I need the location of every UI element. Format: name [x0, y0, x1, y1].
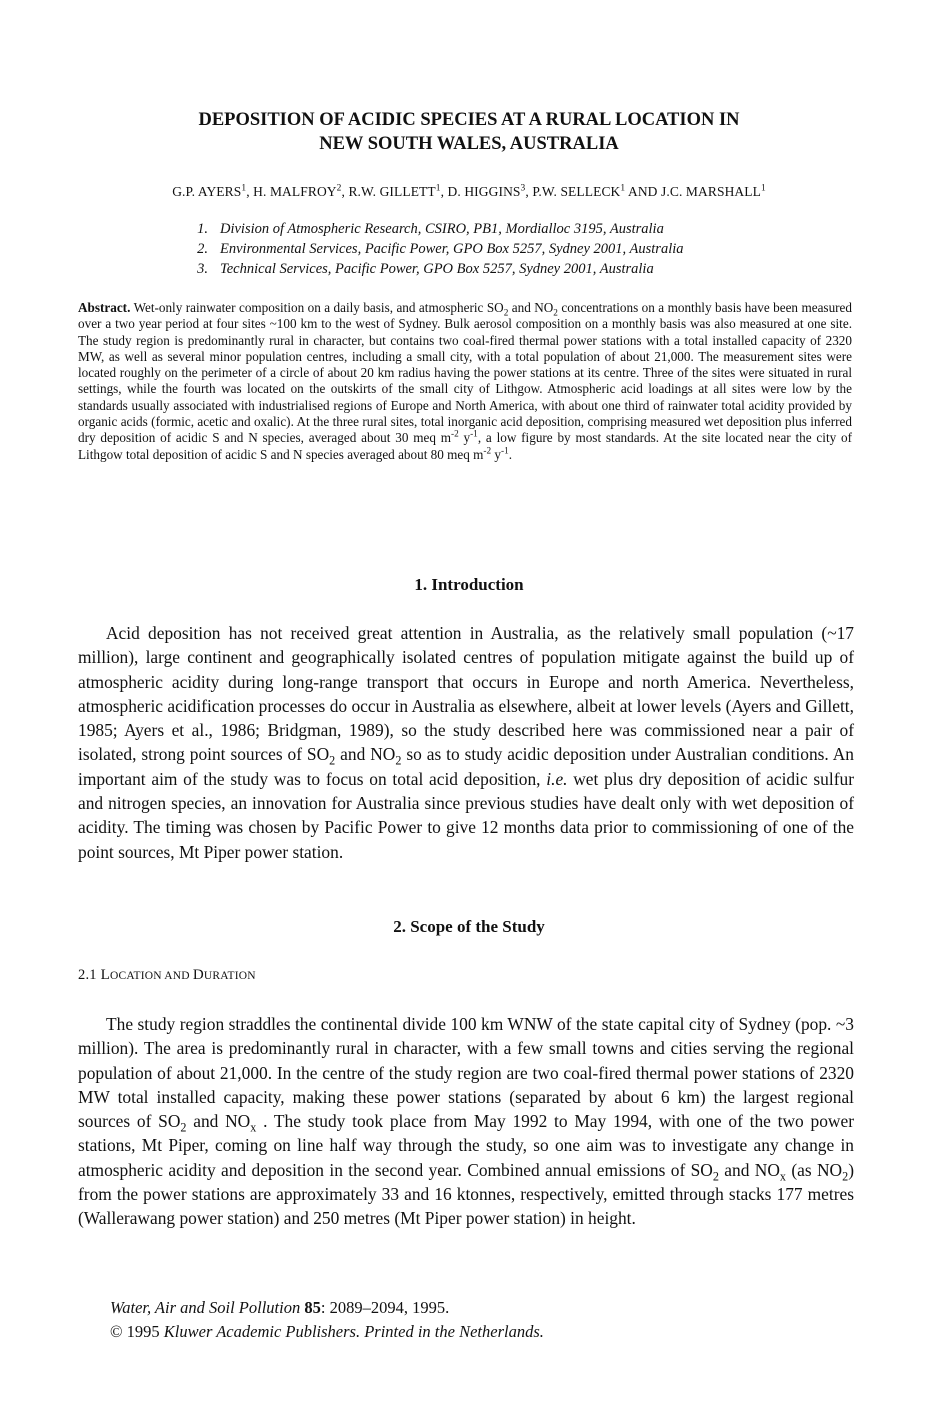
subscript: 2 — [712, 1169, 719, 1184]
abstract — [78, 300, 852, 463]
affiliation-mark: 3 — [520, 183, 526, 194]
title-line-1: DEPOSITION OF ACIDIC SPECIES AT A RURAL LOCATION IN — [198, 110, 740, 130]
subsection-number: 2.1 — [78, 967, 97, 983]
section-heading-introduction: 1. Introduction — [414, 575, 524, 594]
publisher-text: Kluwer Academic Publishers. Printed in the Netherlands. — [163, 1322, 544, 1341]
body-text: . The study took place from May 1992 to May 1994, with one of the two power stations, Mt Piper, coming on line half way through the study, so one aim was to investigate any change in atmospheric acidity and deposition in the second year. Combined annual emissions of SO — [78, 1111, 854, 1180]
body-text: wet plus dry deposition of acidic sulfur and nitrogen species, an innovation for Australia since previous studies have dealt only with wet deposition of acidity. The timing was chosen by Pacific Power to give 12 months data prior to commissioning of one of the point sources, Mt Piper power station. — [78, 768, 854, 862]
body-text: and NO — [186, 1111, 251, 1132]
abstract-text: . — [508, 446, 513, 462]
paper-title — [80, 108, 858, 156]
citation-line — [110, 1296, 544, 1320]
author: G.P. AYERS — [172, 184, 242, 199]
subscript: 2 — [553, 307, 558, 318]
subscript: 2 — [842, 1169, 849, 1184]
copyright-line — [110, 1320, 544, 1344]
affiliation-number: 1. — [197, 221, 208, 237]
subscript: 2 — [180, 1120, 187, 1135]
abstract-label: Abstract. — [78, 300, 131, 315]
authors-joiner: AND — [627, 184, 658, 199]
body-text-italic: i.e. — [546, 768, 568, 789]
author: J.C. MARSHALL — [661, 184, 761, 199]
affiliation-item — [180, 259, 780, 279]
superscript: -2 — [483, 445, 492, 456]
body-text: (as NO — [785, 1159, 843, 1180]
title-line-2: NEW SOUTH WALES, AUSTRALIA — [319, 134, 619, 154]
copyright-year: © 1995 — [110, 1322, 164, 1341]
subscript: 2 — [329, 753, 336, 768]
journal-footer — [110, 1296, 544, 1344]
affiliation-item — [180, 239, 780, 259]
subscript: 2 — [503, 307, 509, 318]
superscript: -1 — [501, 445, 509, 456]
section-heading-scope: 2. Scope of the Study — [393, 917, 545, 936]
body-text: and NO — [335, 744, 396, 765]
abstract-text: and NO — [508, 300, 554, 315]
abstract-text: concentrations on a monthly basis have been measured over a two year period at four sites ~100 km to the west of Sydney. Bulk aerosol composition on a monthly basis was also measured at one site. The study region is predominantly rural in character, but contains two coal-fired thermal power stations with a total installed capacity of 2320 MW, as well as several minor population centres, including a small city, with a total population of about 21,000. The measurement sites were located roughly on the perimeter of a circle of about 20 km radius having the power stations at its centre. Three of the sites were situated in rural settings, while the fourth was located on the outskirts of the small city of Lithgow. Atmospheric acid loadings at all sites were low by the standards usually associated with industrialised regions of Europe and North America, with about one third of rainwater total acidity provided by organic acids (formic, acetic and oxalic). At the three rural sites, total inorganic acid deposition, comprising measured wet deposition plus inferred dry deposition of acidic S and N species, averaged about 30 meq m — [78, 300, 852, 446]
body-text: The study region straddles the continental divide 100 km WNW of the state capital city of Sydney (pop. ~3 million). The area is predominantly rural in character, with a few small towns and cities serving the regional population of about 21,000. In the centre of the study region are two coal-fired thermal power stations of 2320 MW total installed capacity, making these power stations (separated by about 6 km) the largest regional sources of SO — [78, 1014, 854, 1132]
affiliation-number: 3. — [197, 261, 208, 277]
affiliation-mark: 1 — [241, 183, 247, 194]
introduction-paragraph — [78, 621, 854, 864]
affiliation-text: Division of Atmospheric Research, CSIRO, PB1, Mordialloc 3195, Australia — [220, 221, 664, 237]
journal-name: Water, Air and Soil Pollution — [110, 1298, 301, 1317]
subscript: x — [250, 1120, 257, 1135]
author: P.W. SELLECK — [532, 184, 621, 199]
body-text: and NO — [718, 1159, 780, 1180]
journal-volume: 85 — [300, 1298, 321, 1317]
affiliation-text: Environmental Services, Pacific Power, GPO Box 5257, Sydney 2001, Australia — [220, 241, 684, 257]
affiliation-mark: 2 — [336, 183, 342, 194]
author: R.W. GILLETT — [348, 184, 436, 199]
location-paragraph — [78, 1012, 854, 1231]
subscript: 2 — [395, 753, 402, 768]
author: D. HIGGINS — [447, 184, 521, 199]
superscript: -1 — [470, 428, 478, 439]
subsection-title: OCATION AND — [109, 970, 193, 982]
abstract-text: , a low figure by most standards. At the site located near the city of Lithgow total deposition of acidic S and N species averaged about 80 meq m — [78, 430, 852, 462]
superscript: -2 — [451, 428, 459, 439]
affiliation-number: 2. — [197, 241, 208, 257]
body-text: Acid deposition has not received great attention in Australia, as the relatively small population (~17 million), large continent and geographically isolated centres of population mitigate against the build up of atmospheric acidity during long-range transport that occurs in Europe and north America. Nevertheless, atmospheric acidification processes do occur in Australia as elsewhere, albeit at lower levels (Ayers and Gillett, 1985; Ayers et al., 1986; Bridgman, 1989), so the study described here was commissioned near a pair of isolated, strong point sources of SO — [78, 623, 854, 765]
abstract-text: y — [491, 446, 502, 462]
journal-pages: : 2089–2094, 1995. — [320, 1298, 450, 1317]
subsection-title: URATION — [203, 970, 256, 982]
abstract-text: Wet-only rainwater composition on a daily basis, and atmospheric SO — [130, 300, 504, 315]
abstract-text: y — [458, 430, 471, 446]
subsection-title: L — [100, 967, 110, 983]
affiliation-mark: 1 — [435, 183, 441, 194]
author: H. MALFROY — [253, 184, 337, 199]
affiliation-text: Technical Services, Pacific Power, GPO Box 5257, Sydney 2001, Australia — [220, 261, 654, 277]
affiliation-list — [180, 219, 780, 279]
affiliation-mark: 1 — [760, 183, 766, 194]
subsection-heading-location — [78, 967, 256, 984]
affiliation-mark: 1 — [620, 183, 626, 194]
body-text: so as to study acidic deposition under Australian conditions. An important aim of the study was to focus on total acid deposition, — [78, 744, 854, 789]
author-list: G.P. AYERS$^1$, H. MALFROY$^2$, R.W. GILLETT$^1$, D. HIGGINS$^3$, P.W. SELLECK$^1$ AND J.C. MARSHALL$^1$ — [172, 183, 766, 199]
subsection-title: D — [192, 967, 204, 983]
affiliation-item — [180, 219, 780, 239]
body-text: ) from the power stations are approximately 33 and 16 ktonnes, respectively, emitted through stacks 177 metres (Wallerawang power station) and 250 metres (Mt Piper power station) in height. — [78, 1159, 854, 1229]
subscript: x — [779, 1169, 786, 1184]
